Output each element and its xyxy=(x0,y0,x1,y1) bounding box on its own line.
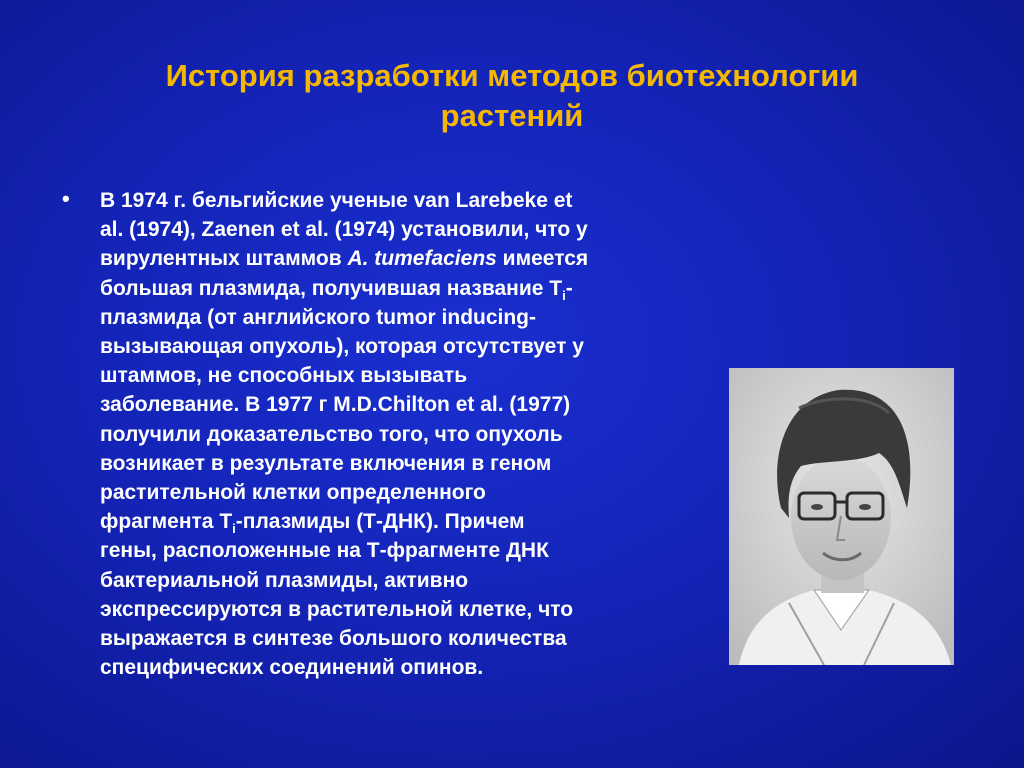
text-segment: -плазмиды (Т-ДНК). Причем xyxy=(235,510,525,534)
text-segment: имеется xyxy=(496,247,589,271)
text-line xyxy=(100,244,712,273)
species-name: A. tumefaciens xyxy=(347,247,497,271)
portrait-icon xyxy=(729,368,954,665)
text-segment: фрагмента Т xyxy=(100,510,233,534)
text-line: возникает в результате включения в геном xyxy=(100,451,552,475)
subscript: i xyxy=(562,287,566,303)
text-segment: вирулентных штаммов xyxy=(100,247,348,271)
text-line: растительной клетки определенного xyxy=(100,481,486,505)
text-line xyxy=(100,507,712,536)
text-line: вызывающая опухоль), которая отсутствует у xyxy=(100,335,584,359)
text-line: экспрессируются в растительной клетке, что xyxy=(100,597,574,621)
text-segment: - xyxy=(565,276,573,300)
text-line: выражается в синтезе большого количества xyxy=(100,627,567,651)
text-line: бактериальной плазмиды, активно xyxy=(100,568,469,592)
text-line: заболевание. В 1977 г M.D.Chilton et al. (1977) xyxy=(100,393,571,417)
text-segment: большая плазмида, получившая название Т xyxy=(100,276,563,300)
title-line-1: История разработки методов биотехнологии xyxy=(165,58,859,93)
bullet-marker: • xyxy=(62,186,70,211)
slide-title xyxy=(60,56,964,136)
text-line: al. (1974), Zaenen et al. (1974) установили, что у xyxy=(100,218,588,242)
text-line: плазмида (от английского tumor inducing- xyxy=(100,305,537,329)
title-line-2: растений xyxy=(440,98,584,133)
text-line: штаммов, не способных вызывать xyxy=(100,364,468,388)
text-line: гены, расположенные на Т-фрагменте ДНК xyxy=(100,539,549,563)
bullet-text xyxy=(100,186,712,682)
subscript: i xyxy=(232,521,236,537)
text-line xyxy=(100,274,712,303)
text-line: В 1974 г. бельгийские ученые van Larebeke et xyxy=(100,189,573,212)
text-line: получили доказательство того, что опухоль xyxy=(100,422,563,446)
text-line: специфических соединений опинов. xyxy=(100,656,484,680)
portrait-photo xyxy=(729,368,954,665)
